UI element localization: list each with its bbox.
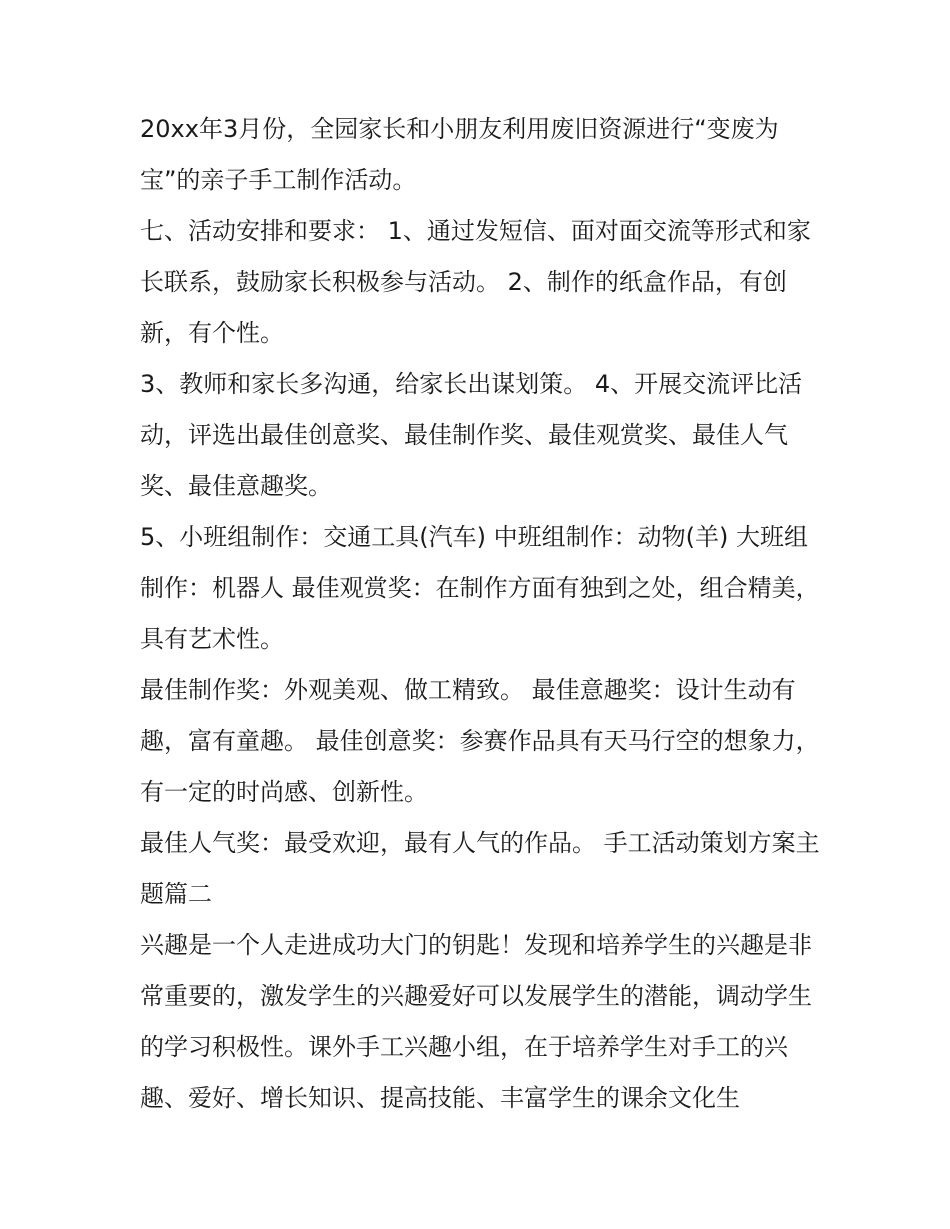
- paragraph-class-groups: 5、小班组制作：交通工具(汽车) 中班组制作：动物(羊) 大班组制作：机器人 最佳观赏奖：在制作方面有独到之处，组合精美，具有艺术性。: [140, 523, 820, 653]
- document-body: [140, 104, 820, 1124]
- paragraph-communication-evaluation: 3、教师和家长多沟通，给家长出谋划策。 4、开展交流评比活动，评选出最佳创意奖、最佳制作奖、最佳观赏奖、最佳人气奖、最佳意趣奖。: [140, 370, 803, 500]
- paragraph-interest-group: 兴趣是一个人走进成功大门的钥匙！发现和培养学生的兴趣是非常重要的，激发学生的兴趣爱好可以发展学生的潜能，调动学生的学习积极性。课外手工兴趣小组，在于培养学生对手工的兴趣、爱好、增长知识、提高技能、丰富学生的课余文化生: [140, 931, 812, 1112]
- paragraph-arrangement-requirements: 七、活动安排和要求： 1、通过发短信、面对面交流等形式和家长联系，鼓励家长积极参与活动。 2、制作的纸盒作品，有创新，有个性。: [140, 217, 811, 347]
- paragraph-activity-intro: 20xx年3月份，全园家长和小朋友利用废旧资源进行“变废为宝”的亲子手工制作活动。: [140, 115, 779, 194]
- paragraph-award-criteria: 最佳制作奖：外观美观、做工精致。 最佳意趣奖：设计生动有趣，富有童趣。 最佳创意奖：参赛作品具有天马行空的想象力，有一定的时尚感、创新性。: [140, 676, 820, 806]
- paragraph-popularity-award: 最佳人气奖：最受欢迎，最有人气的作品。 手工活动策划方案主题篇二: [140, 829, 820, 908]
